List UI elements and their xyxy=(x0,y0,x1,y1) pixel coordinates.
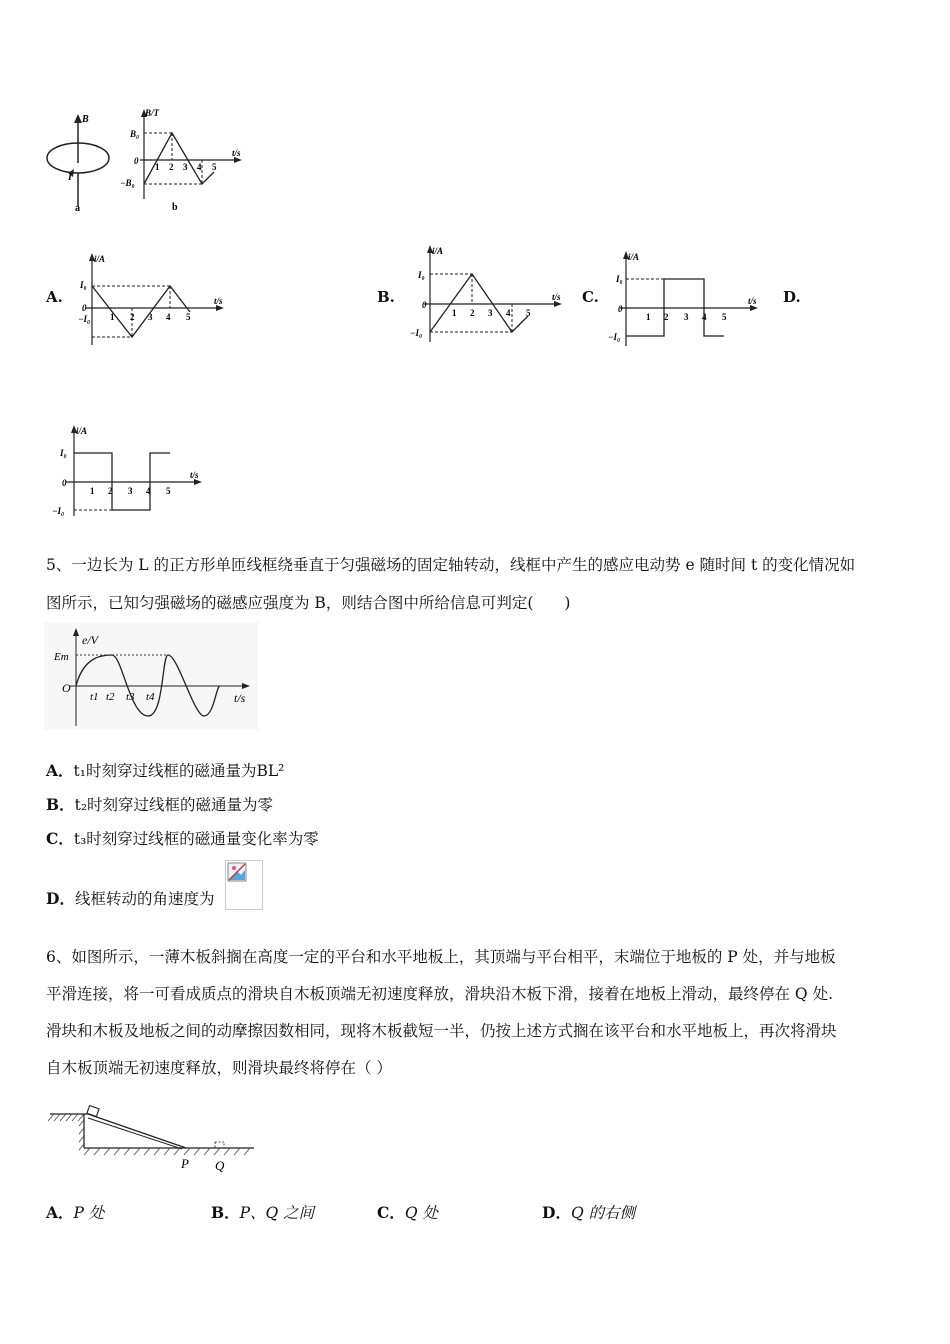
svg-text:I₀: I₀ xyxy=(60,448,67,458)
svg-text:1: 1 xyxy=(452,308,457,318)
q4-option-c-graph xyxy=(604,246,764,350)
svg-text:2: 2 xyxy=(664,312,669,322)
svg-text:t/s: t/s xyxy=(232,148,241,158)
q5-emf-graph xyxy=(44,622,258,730)
q4-option-d-graph xyxy=(46,420,206,520)
svg-text:4: 4 xyxy=(166,312,171,322)
svg-text:0: 0 xyxy=(134,156,139,166)
svg-text:O: O xyxy=(62,681,71,695)
svg-text:2: 2 xyxy=(169,162,174,172)
q6-option-d[interactable]: D．Q 的右侧 xyxy=(542,1203,636,1222)
q4-option-b-graph xyxy=(408,240,568,350)
svg-text:t4: t4 xyxy=(146,691,155,703)
svg-text:t/s: t/s xyxy=(234,691,246,705)
q5-option-a[interactable]: A．t₁时刻穿过线框的磁通量为BL² xyxy=(46,761,285,780)
fig-a-label-B: B xyxy=(82,114,89,125)
q4-option-d-label[interactable]: D. xyxy=(783,288,801,306)
svg-text:1: 1 xyxy=(155,162,160,172)
svg-text:−I₀: −I₀ xyxy=(78,314,91,324)
fig-a-label-I: I xyxy=(68,172,72,183)
svg-text:t/s: t/s xyxy=(190,470,199,480)
svg-text:4: 4 xyxy=(702,312,707,322)
svg-text:5: 5 xyxy=(166,486,171,496)
svg-text:i/A: i/A xyxy=(76,426,88,436)
q6-incline-figure xyxy=(48,1100,262,1178)
q6-option-c[interactable]: C．Q 处 xyxy=(377,1203,438,1222)
svg-text:i/A: i/A xyxy=(432,246,444,256)
q4-figure-b xyxy=(118,104,248,216)
point-Q-label: Q xyxy=(215,1158,225,1173)
svg-text:I₀: I₀ xyxy=(80,280,87,290)
svg-text:1: 1 xyxy=(110,312,115,322)
svg-text:t/s: t/s xyxy=(552,292,561,302)
svg-text:1: 1 xyxy=(646,312,651,322)
svg-text:3: 3 xyxy=(488,308,493,318)
q4-option-a-graph xyxy=(70,248,230,353)
svg-text:2: 2 xyxy=(130,312,135,322)
svg-text:0: 0 xyxy=(618,304,623,314)
svg-text:t2: t2 xyxy=(106,691,115,703)
q6-option-a[interactable]: A．P 处 xyxy=(46,1203,105,1222)
q4-option-c-label[interactable]: C. xyxy=(582,288,599,306)
svg-text:3: 3 xyxy=(148,312,153,322)
fig-a-caption: a xyxy=(75,203,80,214)
q6-stem-line-4: 自木板顶端无初速度释放，则滑块最终将停在（ ） xyxy=(46,1059,392,1077)
svg-text:4: 4 xyxy=(197,162,202,172)
svg-text:5: 5 xyxy=(212,162,217,172)
svg-text:i/A: i/A xyxy=(628,252,640,262)
svg-text:5: 5 xyxy=(186,312,191,322)
q4-option-b-label[interactable]: B. xyxy=(377,288,395,306)
svg-text:I₀: I₀ xyxy=(616,274,623,284)
q6-stem-line-3: 滑块和木板及地板之间的动摩擦因数相同，现将木板截短一半，仍按上述方式搁在该平台和水平地板上，再次将滑块 xyxy=(46,1022,837,1040)
svg-text:t/s: t/s xyxy=(214,296,223,306)
svg-text:1: 1 xyxy=(90,486,95,496)
svg-text:0: 0 xyxy=(62,478,67,488)
svg-text:3: 3 xyxy=(684,312,689,322)
svg-text:−I₀: −I₀ xyxy=(52,506,65,516)
svg-text:2: 2 xyxy=(470,308,475,318)
svg-text:Em: Em xyxy=(54,651,69,663)
q5-option-d[interactable]: D．线框转动的角速度为 xyxy=(46,889,215,908)
svg-text:B₀: B₀ xyxy=(130,129,140,139)
svg-text:0: 0 xyxy=(82,303,87,313)
svg-text:B/T: B/T xyxy=(145,108,160,118)
svg-text:−I₀: −I₀ xyxy=(410,328,423,338)
q5-option-b[interactable]: B．t₂时刻穿过线框的磁通量为零 xyxy=(46,795,274,814)
svg-text:e/V: e/V xyxy=(82,633,98,647)
svg-text:t/s: t/s xyxy=(748,296,757,306)
svg-text:t1: t1 xyxy=(90,691,99,703)
svg-text:4: 4 xyxy=(506,308,511,318)
svg-text:5: 5 xyxy=(526,308,531,318)
q5-stem-line-2: 图所示，已知匀强磁场的磁感应强度为 B，则结合图中所给信息可判定( ) xyxy=(46,594,571,612)
q5-option-c[interactable]: C．t₃时刻穿过线框的磁通量变化率为零 xyxy=(46,829,319,848)
q6-stem-line-1: 6、如图所示，一薄木板斜搁在高度一定的平台和水平地板上，其顶端与平台相平，末端位于地板的 P 处，并与地板 xyxy=(46,948,836,966)
broken-image-icon xyxy=(225,860,263,910)
fig-b-caption: b xyxy=(172,202,178,213)
svg-text:3: 3 xyxy=(183,162,188,172)
svg-text:3: 3 xyxy=(128,486,133,496)
q5-stem-line-1: 5、一边长为 L 的正方形单匝线框绕垂直于匀强磁场的固定轴转动，线框中产生的感应电动势 e 随时间 t 的变化情况如 xyxy=(46,556,856,574)
point-P-label: P xyxy=(181,1156,189,1171)
q4-figure-a xyxy=(40,108,120,218)
svg-text:I₀: I₀ xyxy=(418,270,425,280)
svg-text:−I₀: −I₀ xyxy=(608,332,621,342)
svg-text:4: 4 xyxy=(146,486,151,496)
q4-option-a-label[interactable]: A. xyxy=(46,288,63,306)
svg-text:2: 2 xyxy=(108,486,113,496)
svg-text:i/A: i/A xyxy=(94,254,106,264)
svg-text:5: 5 xyxy=(722,312,727,322)
q6-stem-line-2: 平滑连接，将一可看成质点的滑块自木板顶端无初速度释放，滑块沿木板下滑，接着在地板上滑动，最终停在 Q 处. xyxy=(46,985,833,1003)
svg-text:t3: t3 xyxy=(126,691,135,703)
svg-text:−B₀: −B₀ xyxy=(120,178,135,188)
q6-option-b[interactable]: B．P、Q 之间 xyxy=(211,1203,315,1222)
svg-text:0: 0 xyxy=(422,300,427,310)
